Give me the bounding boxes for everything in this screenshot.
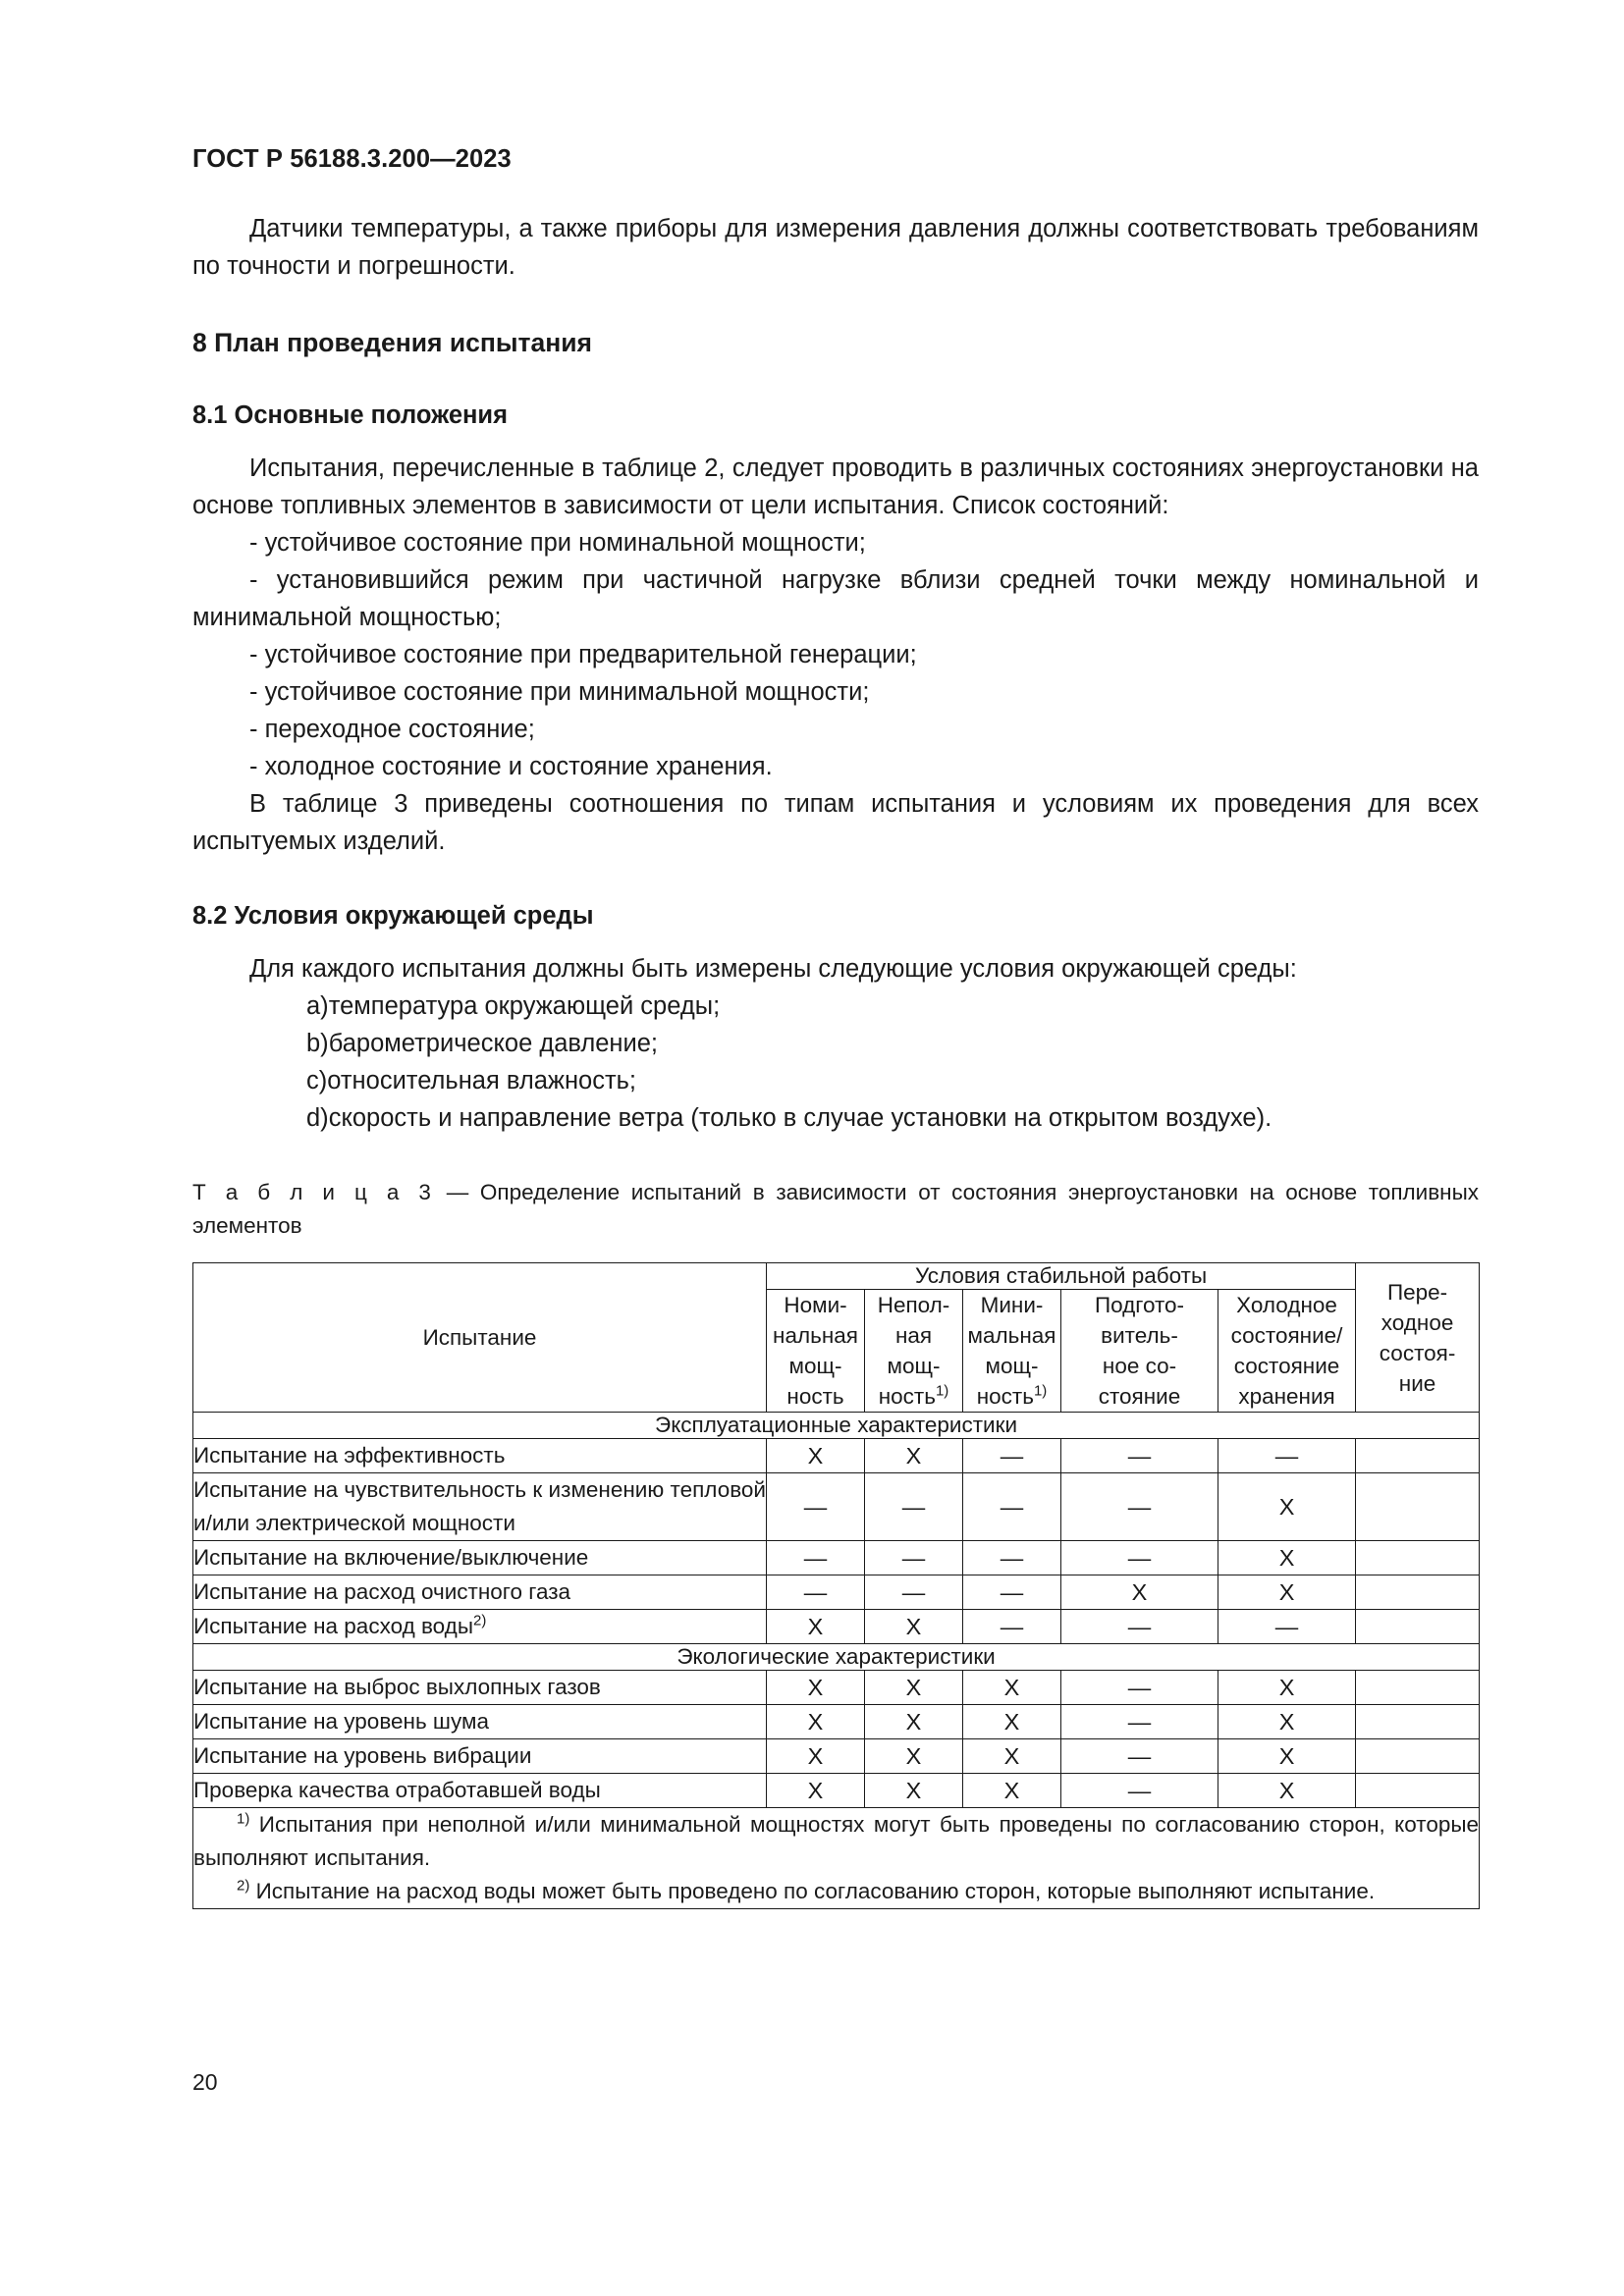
- cell-mark: X: [963, 1774, 1061, 1808]
- state-list-item: - устойчивое состояние при номинальной мощности;: [249, 529, 866, 557]
- header-cell-test: Испытание: [193, 1263, 767, 1413]
- env-list-text: барометрическое давление;: [328, 1030, 659, 1057]
- env-list-item: [192, 1025, 1479, 1062]
- header-cell-preparatory: [1061, 1290, 1218, 1413]
- band-label-ecological: Экологические характеристики: [193, 1644, 1480, 1671]
- section-8-2-heading: 8.2 Условия окружающей среды: [192, 902, 594, 930]
- table-3-caption-label: Т а б л и ц а 3: [192, 1180, 436, 1204]
- row-label: [193, 1705, 767, 1739]
- cell-mark: —: [1218, 1439, 1356, 1473]
- table-row: [193, 1739, 1480, 1774]
- cell-mark: X: [865, 1739, 963, 1774]
- cell-mark: X: [767, 1439, 865, 1473]
- row-label: [193, 1541, 767, 1575]
- row-label: [193, 1671, 767, 1705]
- cell-mark: —: [865, 1575, 963, 1610]
- row-label-text: Испытание на уровень вибрации: [193, 1743, 532, 1768]
- cell-mark: [1356, 1671, 1480, 1705]
- cell-mark: X: [865, 1705, 963, 1739]
- cell-mark: [1356, 1705, 1480, 1739]
- cell-mark: X: [963, 1671, 1061, 1705]
- header-cell-nominal: [767, 1290, 865, 1413]
- table-row: [193, 1439, 1480, 1473]
- table-row: [193, 1671, 1480, 1705]
- table-header-row-top: [193, 1263, 1480, 1290]
- row-label: [193, 1774, 767, 1808]
- cell-mark: —: [963, 1575, 1061, 1610]
- state-list-item: - холодное состояние и состояние хранения.: [249, 753, 773, 780]
- cell-mark: —: [1218, 1610, 1356, 1644]
- row-label-text: Испытание на выброс выхлопных газов: [193, 1675, 601, 1699]
- env-list-item: [192, 988, 1479, 1025]
- row-label: [193, 1739, 767, 1774]
- header-partial-text: Непол- ная мощ- ность: [877, 1293, 950, 1409]
- table-note: [193, 1875, 1479, 1908]
- section-8-1-paragraph: Испытания, перечисленные в таблице 2, следует проводить в различных состояниях энергоустановки на основе топливных элементов в зависимости от цели испытания. Список состояний:: [192, 454, 1479, 519]
- cell-mark: [1356, 1774, 1480, 1808]
- section-8-heading: 8 План проведения испытания: [192, 328, 592, 357]
- table-note: [193, 1808, 1479, 1875]
- header-cell-minimal: [963, 1290, 1061, 1413]
- row-label: [193, 1439, 767, 1473]
- cell-mark: X: [1061, 1575, 1218, 1610]
- intro-paragraph: Датчики температуры, а также приборы для измерения давления должны соответствовать требованиям по точности и погрешности.: [192, 215, 1479, 280]
- row-label-text: Испытание на чувствительность к изменению тепловой и/или электрической мощности: [193, 1477, 766, 1535]
- cell-mark: X: [1218, 1774, 1356, 1808]
- cell-mark: —: [963, 1473, 1061, 1541]
- cell-mark: X: [1218, 1739, 1356, 1774]
- cell-mark: X: [963, 1705, 1061, 1739]
- table-notes: [193, 1808, 1480, 1909]
- header-cell-partial: [865, 1290, 963, 1413]
- table-row: [193, 1705, 1480, 1739]
- cell-mark: X: [865, 1671, 963, 1705]
- row-label: [193, 1473, 767, 1541]
- table-note-marker: 2): [237, 1877, 250, 1895]
- cell-mark: X: [865, 1439, 963, 1473]
- cell-mark: [1356, 1439, 1480, 1473]
- row-label-text: Испытание на уровень шума: [193, 1709, 489, 1734]
- row-label-text: Испытание на расход очистного газа: [193, 1579, 571, 1604]
- header-minimal-footnote: 1): [1033, 1382, 1048, 1400]
- cell-mark: —: [1061, 1739, 1218, 1774]
- cell-mark: —: [1061, 1774, 1218, 1808]
- header-minimal-text: Мини- мальная мощ- ность: [967, 1293, 1056, 1409]
- section-8-1-closing: В таблице 3 приведены соотношения по типам испытания и условиям их проведения для всех испытуемых изделий.: [192, 790, 1479, 855]
- table-note-marker: 1): [237, 1810, 250, 1828]
- cell-mark: —: [865, 1541, 963, 1575]
- cell-mark: [1356, 1739, 1480, 1774]
- cell-mark: [1356, 1541, 1480, 1575]
- cell-mark: —: [1061, 1705, 1218, 1739]
- cell-mark: —: [767, 1541, 865, 1575]
- band-row-operational: [193, 1413, 1480, 1439]
- cell-mark: X: [1218, 1705, 1356, 1739]
- row-label-text: Испытание на расход воды: [193, 1614, 473, 1638]
- table-row: [193, 1541, 1480, 1575]
- env-list-label: d): [306, 1104, 329, 1132]
- env-list-text: температура окружающей среды;: [328, 992, 721, 1020]
- section-8-2-paragraph: Для каждого испытания должны быть измерены следующие условия окружающей среды:: [249, 955, 1297, 983]
- table-3-caption: [192, 1176, 1479, 1243]
- env-list-item: [192, 1062, 1479, 1099]
- cell-mark: X: [1218, 1473, 1356, 1541]
- cell-mark: —: [1061, 1473, 1218, 1541]
- cell-mark: X: [1218, 1575, 1356, 1610]
- cell-mark: [1356, 1473, 1480, 1541]
- cell-mark: —: [963, 1541, 1061, 1575]
- cell-mark: X: [865, 1610, 963, 1644]
- cell-mark: —: [963, 1610, 1061, 1644]
- header-cell-transient: [1356, 1263, 1480, 1413]
- cell-mark: —: [1061, 1439, 1218, 1473]
- state-list-item: - переходное состояние;: [249, 716, 535, 743]
- section-8-1-heading: 8.1 Основные положения: [192, 401, 508, 429]
- cell-mark: —: [963, 1439, 1061, 1473]
- env-list-label: a): [306, 992, 329, 1020]
- header-preparatory-text: Подгото- витель- ное со- стояние: [1094, 1293, 1185, 1409]
- running-header: ГОСТ Р 56188.3.200—2023: [192, 145, 512, 173]
- row-label-text: Испытание на эффективность: [193, 1443, 506, 1468]
- env-list-label: b): [306, 1030, 329, 1057]
- cell-mark: —: [767, 1473, 865, 1541]
- env-list-label: c): [306, 1067, 328, 1095]
- state-list-item: - устойчивое состояние при минимальной мощности;: [249, 678, 870, 706]
- document-body: [192, 210, 1479, 1909]
- table-notes-row: [193, 1808, 1480, 1909]
- table-note-text: Испытания при неполной и/или минимальной мощностях могут быть проведены по согласованию сторон, которые выполняют испытания.: [193, 1812, 1480, 1870]
- env-list-item: [192, 1099, 1479, 1137]
- header-nominal-text: Номи- нальная мощ- ность: [773, 1293, 858, 1409]
- cell-mark: X: [963, 1739, 1061, 1774]
- cell-mark: X: [767, 1739, 865, 1774]
- header-cold-storage-text: Холодное состояние/ состояние хранения: [1230, 1293, 1343, 1409]
- header-partial-footnote: 1): [935, 1382, 949, 1400]
- header-transient-text: Пере- ходное состоя- ние: [1379, 1279, 1456, 1396]
- band-label-operational: Эксплуатационные характеристики: [193, 1413, 1480, 1439]
- cell-mark: X: [767, 1774, 865, 1808]
- row-label: [193, 1610, 767, 1644]
- state-list-item: - установившийся режим при частичной нагрузке вблизи средней точки между номинальной и минимальной мощностью;: [192, 566, 1479, 631]
- header-cell-stable-group: Условия стабильной работы: [767, 1263, 1356, 1290]
- cell-mark: [1356, 1575, 1480, 1610]
- table-note-text: Испытание на расход воды может быть проведено по согласованию сторон, которые выполняют испытание.: [255, 1879, 1376, 1903]
- cell-mark: X: [767, 1671, 865, 1705]
- cell-mark: X: [767, 1705, 865, 1739]
- row-label-text: Проверка качества отработавшей воды: [193, 1778, 601, 1802]
- cell-mark: X: [865, 1774, 963, 1808]
- table-row: [193, 1473, 1480, 1541]
- cell-mark: X: [1218, 1671, 1356, 1705]
- header-cell-cold-storage: [1218, 1290, 1356, 1413]
- cell-mark: [1356, 1610, 1480, 1644]
- cell-mark: —: [1061, 1541, 1218, 1575]
- env-list-text: относительная влажность;: [327, 1067, 637, 1095]
- state-list-item: - устойчивое состояние при предварительной генерации;: [249, 641, 917, 668]
- cell-mark: —: [865, 1473, 963, 1541]
- row-label-footnote: 2): [473, 1612, 487, 1629]
- cell-mark: —: [1061, 1610, 1218, 1644]
- table-row: [193, 1575, 1480, 1610]
- cell-mark: X: [767, 1610, 865, 1644]
- band-row-ecological: [193, 1644, 1480, 1671]
- page-number: 20: [192, 2069, 218, 2095]
- cell-mark: —: [1061, 1671, 1218, 1705]
- table-3: [192, 1262, 1480, 1909]
- row-label: [193, 1575, 767, 1610]
- table-3-caption-dash: —: [435, 1180, 480, 1204]
- cell-mark: X: [1218, 1541, 1356, 1575]
- table-row: [193, 1774, 1480, 1808]
- table-row: [193, 1610, 1480, 1644]
- table-3-caption-text: Определение испытаний в зависимости от состояния энергоустановки на основе топливных элементов: [192, 1180, 1480, 1238]
- cell-mark: —: [767, 1575, 865, 1610]
- row-label-text: Испытание на включение/выключение: [193, 1545, 589, 1570]
- env-list-text: скорость и направление ветра (только в случае установки на открытом воздухе).: [328, 1104, 1272, 1132]
